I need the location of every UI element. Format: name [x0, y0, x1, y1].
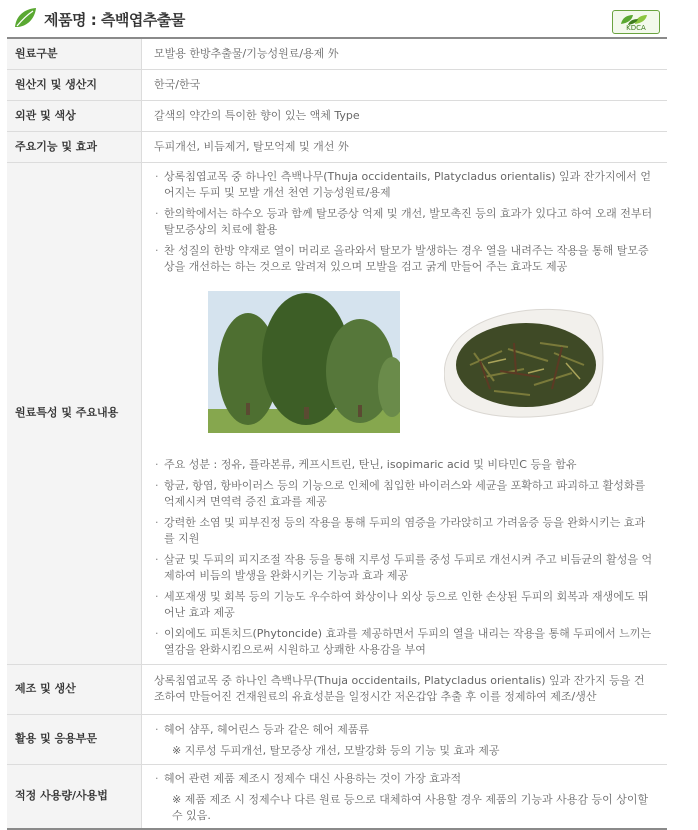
- usage-content: [142, 714, 668, 764]
- row-label-origin: 원산지 및 생산지: [7, 69, 142, 100]
- row-value-appearance: 갈색의 약간의 특이한 향이 있는 액체 Type: [142, 100, 668, 131]
- table-row: [7, 100, 667, 131]
- table-row: [7, 131, 667, 162]
- usage-list: [154, 722, 653, 738]
- row-value-production: 상록침엽교목 중 하나인 측백나무(Thuja occidentails, Platycladus orientalis) 잎과 잔가지 등을 건조하여 만들어진 건재원료의 유효성분을 일정시간 저온갑압 추출 후 이를 정제하여 제조/생산: [142, 664, 668, 714]
- list-item: · 세포재생 및 회복 등의 기능도 우수하여 화상이나 외상 등으로 인한 손상된 두피의 회복과 재생에도 뛰어난 효과 제공: [154, 589, 653, 621]
- list-item: · 한의학에서는 하수오 등과 함께 탈모증상 억제 및 개선, 발모촉진 등의 효과가 있다고 하여 오래 전부터 탈모증상의 치료에 활용: [154, 206, 653, 238]
- table-row: [7, 764, 667, 829]
- row-label-usage: 활용 및 응용부문: [7, 714, 142, 764]
- row-value-origin: 한국/한국: [142, 69, 668, 100]
- features-bottom-list: [154, 457, 653, 658]
- table-row: [7, 38, 667, 69]
- list-item: · 헤어 관련 제품 제조시 정제수 대신 사용하는 것이 가장 효과적: [154, 771, 653, 787]
- photo-area: [154, 289, 653, 439]
- list-item: · 강력한 소염 및 피부진정 등의 작용을 통해 두피의 염증을 가라앉히고 가려움증 등을 완화시키는 효과를 지원: [154, 515, 653, 547]
- leaf-icon: [12, 6, 38, 30]
- logo-text: KDCA: [626, 24, 646, 32]
- features-top-list: [154, 169, 653, 275]
- row-value-main-function: 두피개선, 비듬제거, 탈모억제 및 개선 外: [142, 131, 668, 162]
- list-item: · 찬 성질의 한방 약재로 열이 머리로 올라와서 탈모가 발생하는 경우 열을 내려주는 작용을 통해 탈모증상을 개선하는 하는 것으로 알려져 있으며 모발을 검고 굵게 만들어 주는 효과도 제공: [154, 243, 653, 275]
- list-item: · 이외에도 피톤치드(Phytoncide) 효과를 제공하면서 두피의 열을 내리는 작용을 통해 두피에서 느끼는 열감을 완화시킴으로써 시원하고 상쾌한 사용감을 부여: [154, 626, 653, 658]
- dried-leaves-photo: [444, 303, 606, 421]
- row-label-features: 원료특성 및 주요내용: [7, 162, 142, 664]
- row-label-production: 제조 및 생산: [7, 664, 142, 714]
- row-label-dosage: 적정 사용량/사용법: [7, 764, 142, 829]
- features-content: [142, 162, 668, 664]
- kdca-logo: [612, 10, 660, 34]
- row-label-appearance: 외관 및 색상: [7, 100, 142, 131]
- list-item: · 항균, 항염, 항바이러스 등의 기능으로 인체에 침입한 바이러스와 세균을 포확하고 파괴하고 활성화를 억제시켜 면역력 증진 효과를 제공: [154, 478, 653, 510]
- table-row: [7, 714, 667, 764]
- thuja-tree-photo: [208, 291, 400, 433]
- dosage-list: [154, 771, 653, 787]
- table-row: [7, 162, 667, 664]
- list-item: · 상록침엽교목 중 하나인 측백나무(Thuja occidentails, Platycladus orientalis) 잎과 잔가지에서 얻어지는 두피 및 모발 개선 천연 기능성원료/용제: [154, 169, 653, 201]
- row-label-material-type: 원료구분: [7, 38, 142, 69]
- table-row: [7, 69, 667, 100]
- dosage-note: ※ 제품 제조 시 정제수나 다른 원료 등으로 대체하여 사용할 경우 제품의 기능과 사용감 등이 상이할 수 있음.: [172, 792, 649, 822]
- list-item: · 헤어 샴푸, 헤어린스 등과 같은 헤어 제품류: [154, 722, 653, 738]
- spec-table: [7, 37, 667, 830]
- row-value-material-type: 모발용 한방추출물/기능성원료/용제 外: [142, 38, 668, 69]
- table-row: [7, 664, 667, 714]
- usage-note: ※ 지루성 두피개선, 탈모증상 개선, 모발강화 등의 기능 및 효과 제공: [172, 743, 500, 757]
- page-header: [0, 0, 698, 36]
- list-item: · 살균 및 두피의 피지조절 작용 등을 통해 지루성 두피를 중성 두피로 개선시켜 주고 비듬균의 활성을 억제하여 비듬의 발생을 완화시키는 기능과 효과 제공: [154, 552, 653, 584]
- dosage-content: [142, 764, 668, 829]
- list-item: · 주요 성분 : 정유, 플라본류, 케프시트린, 탄닌, isopimaric acid 및 비타민C 등을 함유: [154, 457, 653, 473]
- page-title: 제품명 : 측백엽추출물: [44, 11, 185, 29]
- row-label-main-function: 주요기능 및 효과: [7, 131, 142, 162]
